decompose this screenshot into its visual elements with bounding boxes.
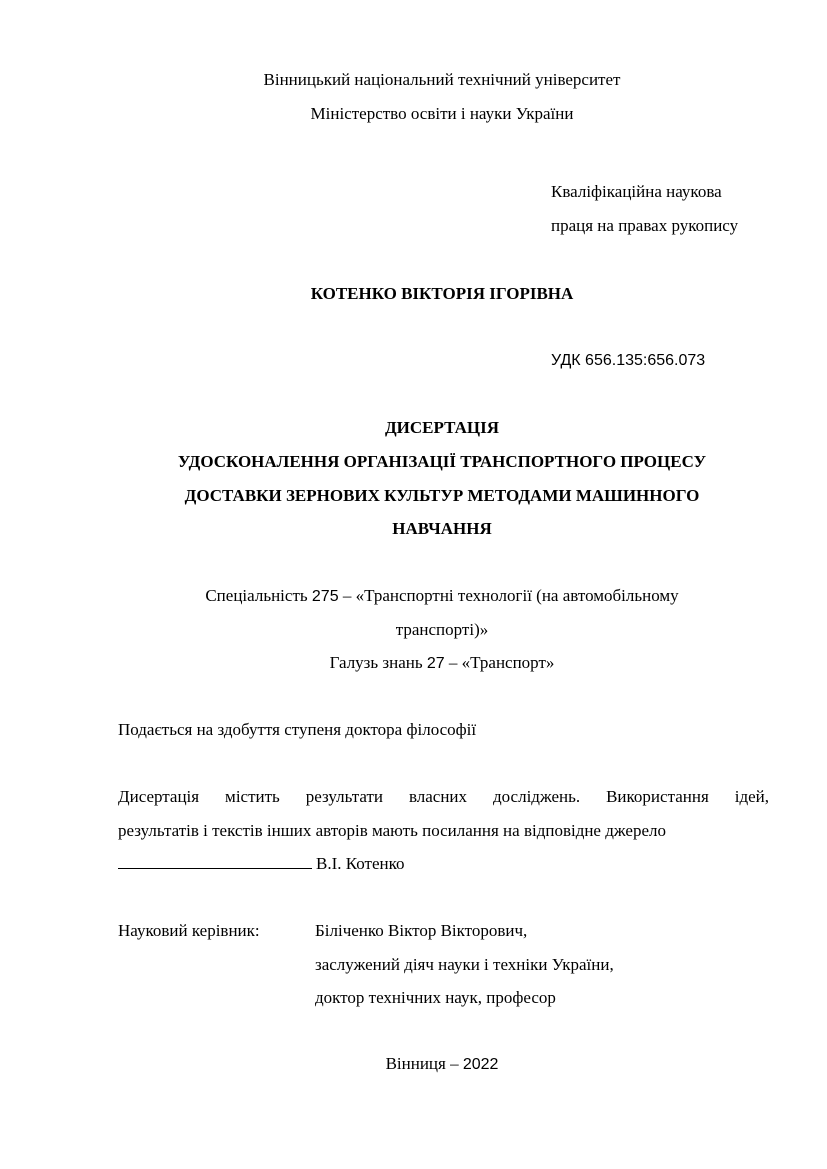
supervisor-title1: заслужений діяч науки і техніки України,	[315, 955, 614, 974]
specialty-line2: транспорті)»	[395, 620, 489, 639]
signature-name: В.І. Котенко	[316, 854, 405, 873]
signature-blank	[118, 854, 312, 869]
city: Вінниця –	[385, 1054, 463, 1073]
ministry-name: Міністерство освіти і науки України	[310, 104, 574, 123]
field-of-knowledge	[0, 653, 827, 674]
supervisor-title2: доктор технічних наук, професор	[315, 988, 556, 1007]
document-kind: ДИСЕРТАЦІЯ	[384, 418, 499, 437]
specialty-line1	[0, 586, 827, 607]
supervisor-label: Науковий керівник:	[118, 921, 260, 940]
manuscript-note-line2: праця на правах рукопису	[551, 216, 739, 235]
specialty-name: – «Транспортні технології (на автомобільному	[338, 586, 679, 605]
signature-line	[118, 854, 405, 874]
supervisor-name: Біліченко Віктор Вікторович,	[315, 921, 528, 940]
author-name: КОТЕНКО ВІКТОРІЯ ІГОРІВНА	[310, 284, 574, 303]
specialty-prefix: Спеціальність	[205, 586, 312, 605]
field-name: – «Транспорт»	[444, 653, 555, 672]
manuscript-note-line1: Кваліфікаційна наукова	[551, 182, 722, 201]
year: 2022	[462, 1056, 499, 1073]
declaration-line2: результатів і текстів інших авторів мають посилання на відповідне джерело	[118, 821, 666, 840]
specialty-code: 275	[311, 588, 339, 605]
city-year	[0, 1054, 827, 1075]
udc-code: УДК 656.135:656.073	[551, 352, 706, 369]
university-name: Вінницький національний технічний університет	[263, 70, 621, 89]
field-prefix: Галузь знань	[329, 653, 427, 672]
thesis-title-line1: УДОСКОНАЛЕННЯ ОРГАНІЗАЦІЇ ТРАНСПОРТНОГО ПРОЦЕСУ	[177, 452, 707, 471]
thesis-title-line3: НАВЧАННЯ	[392, 519, 492, 538]
thesis-title-line2: ДОСТАВКИ ЗЕРНОВИХ КУЛЬТУР МЕТОДАМИ МАШИННОГО	[184, 486, 700, 505]
field-code: 27	[426, 655, 445, 672]
degree-statement: Подається на здобуття ступеня доктора філософії	[118, 720, 477, 739]
declaration-line1: Дисертація містить результати власних досліджень. Використання ідей,	[118, 787, 769, 806]
